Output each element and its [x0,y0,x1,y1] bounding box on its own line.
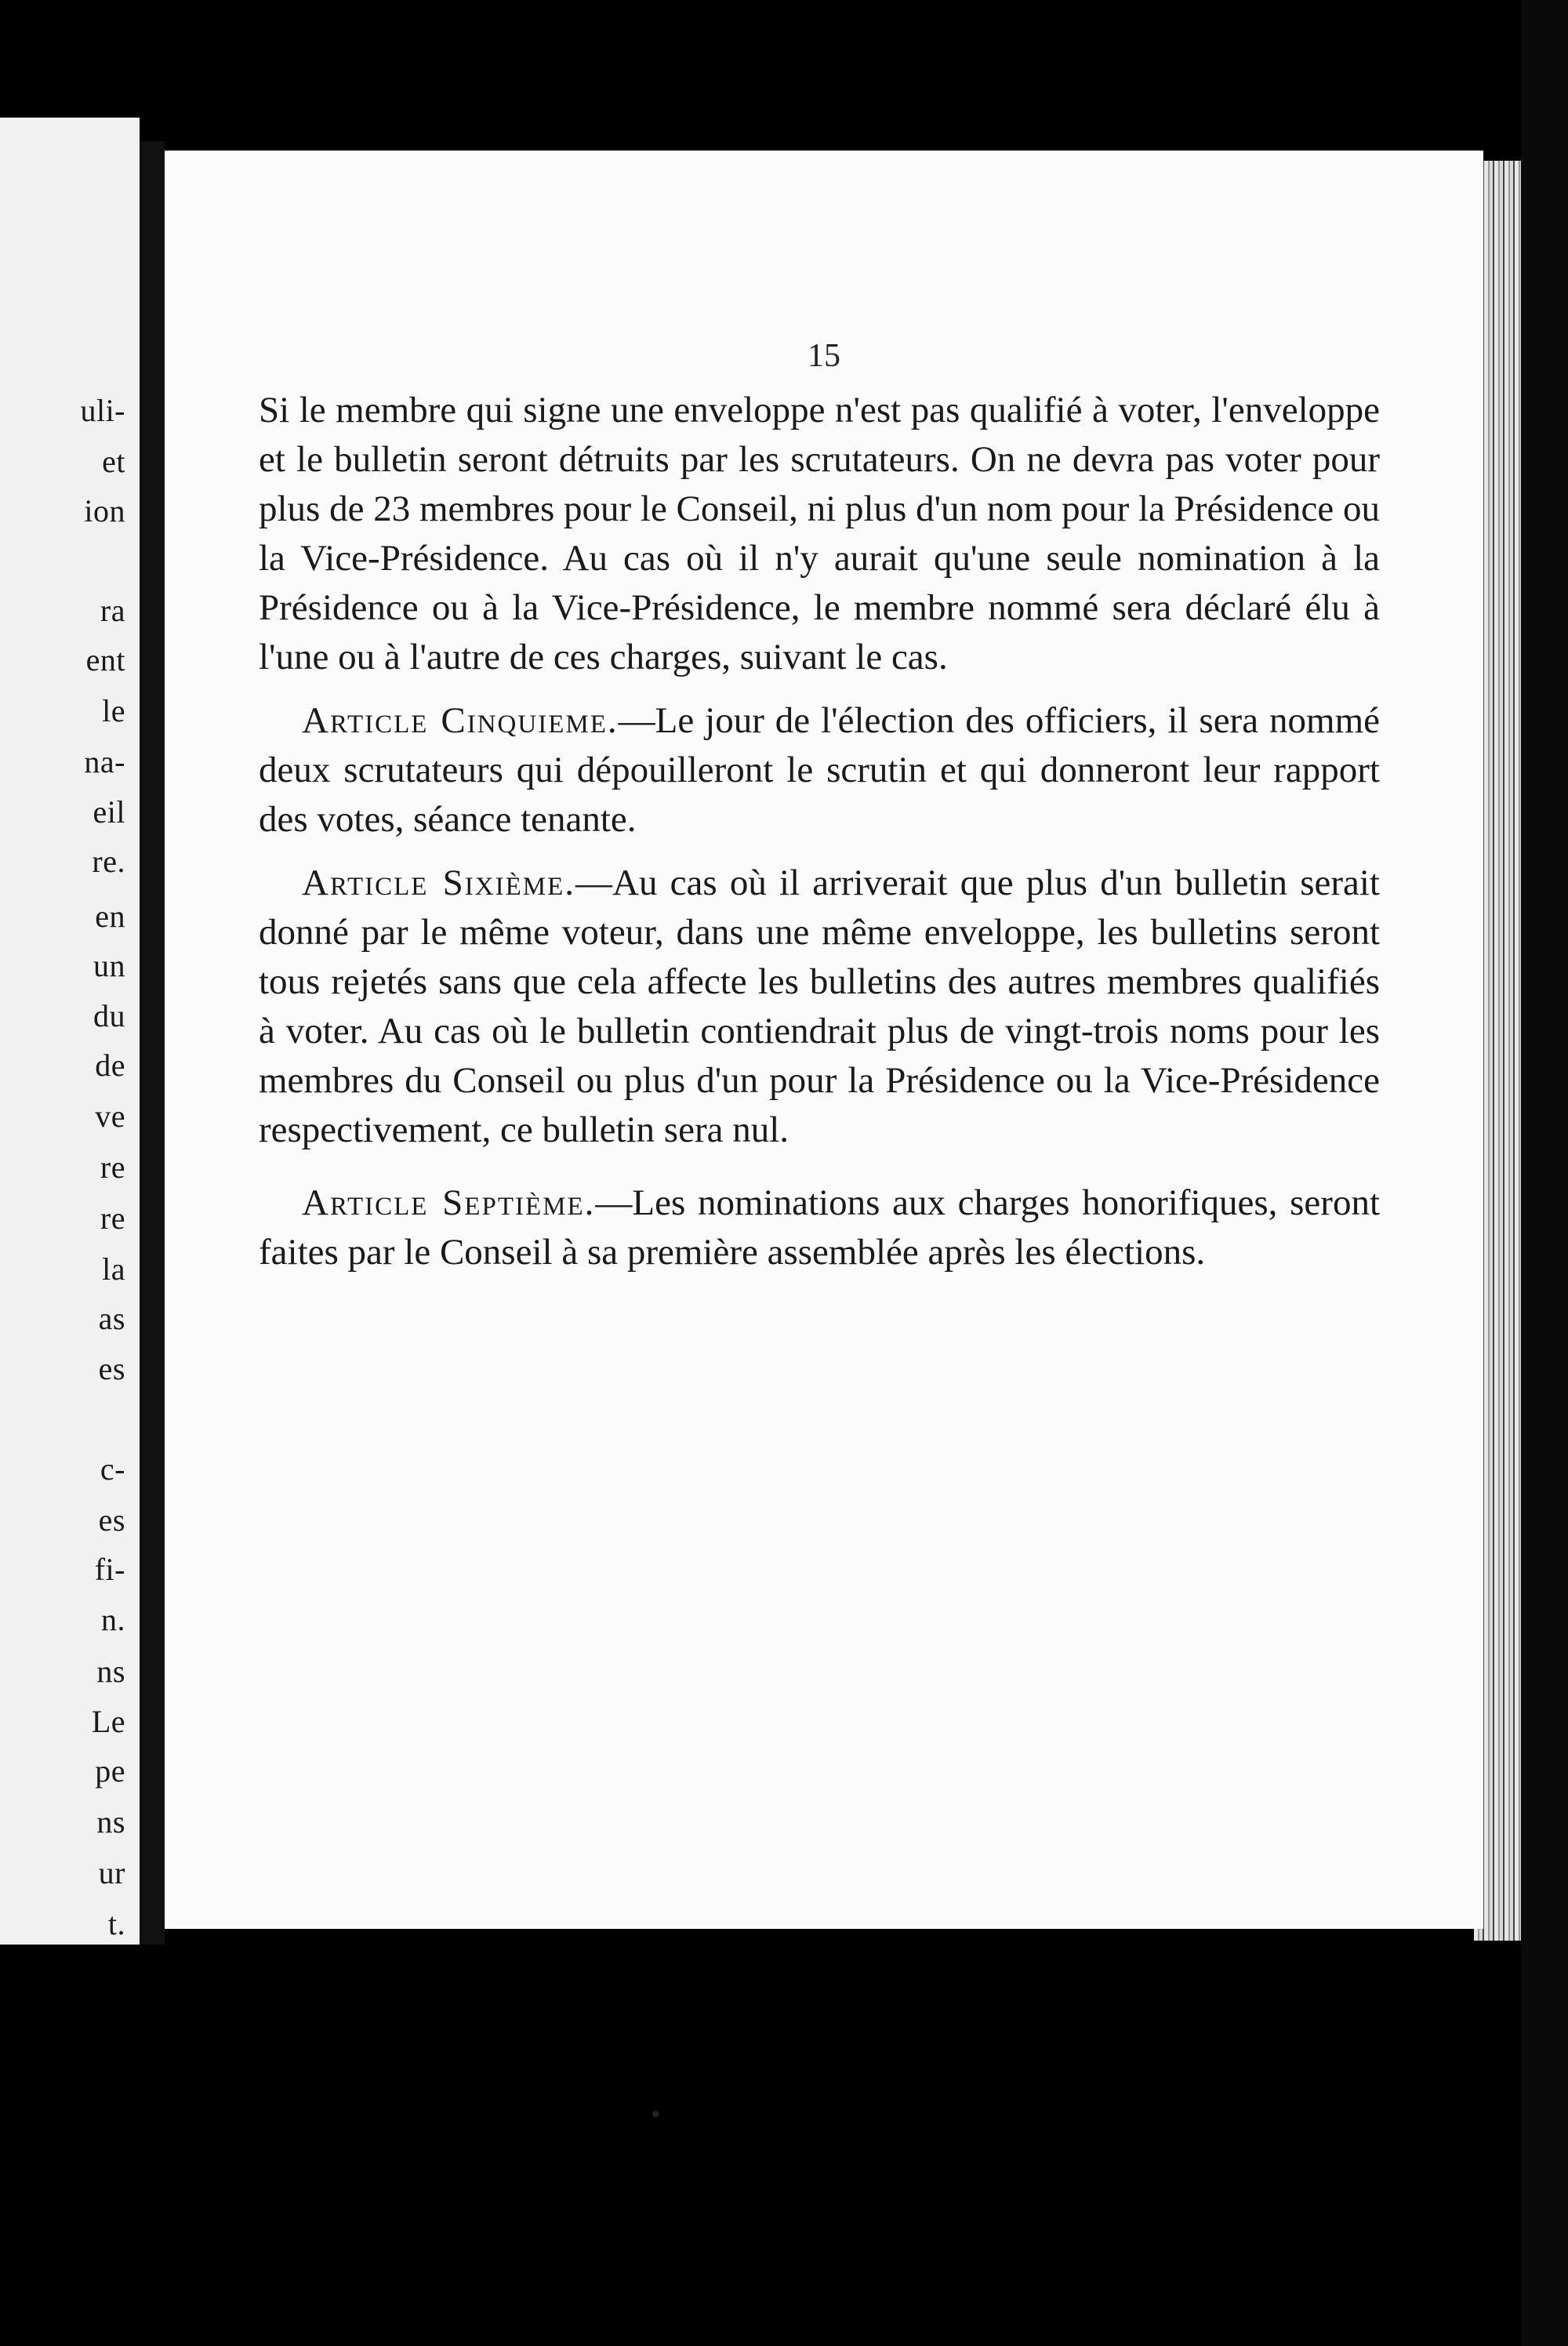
left-page-fragment: et [102,444,125,479]
paragraph-article-5 [259,696,1380,844]
page-number: 15 [808,338,840,374]
background-right [1521,0,1568,2346]
left-page [0,118,140,1945]
article-5-heading: Article Cinquieme. [302,700,619,741]
right-page [165,151,1483,2130]
left-page-fragment: es [98,1351,125,1386]
book-gutter [140,141,165,1945]
left-page-fragment: ns [96,1804,125,1839]
left-page-fragment: de [95,1048,125,1083]
left-page-fragment: ra [100,593,125,628]
left-page-fragment: re [100,1149,125,1185]
left-page-fragment: ent [85,642,125,677]
left-page-fragment: na- [84,744,125,779]
paragraph-article-7 [259,1178,1380,1277]
left-page-fragment: un [93,948,125,983]
page-text [259,386,1380,1291]
left-page-fragment: uli- [80,393,125,428]
left-page-fragment: Le [91,1704,125,1739]
left-page-fragment: fi- [94,1552,125,1587]
left-page-fragment: re. [92,844,125,879]
left-page-fragment: le [102,693,125,728]
left-page-fragment: ion [84,493,125,528]
left-page-fragment: c- [100,1451,125,1487]
left-page-fragment: t. [107,1906,125,1941]
article-7-heading: Article Septième. [302,1182,596,1223]
left-page-fragment: es [98,1502,125,1538]
left-page-fragment: pe [95,1753,125,1789]
left-page-fragment: re [100,1200,125,1236]
left-page-fragment: la [102,1251,125,1287]
left-page-fragment: as [98,1301,125,1336]
paragraph-ballot-rules: Si le membre qui signe une enveloppe n'est pas qualifié à voter, l'enveloppe et le bulletin seront détruits par les scrutateurs. On ne devra pas voter pour plus de 23 membres pour le Conseil, ni plus d'un nom pour la Présidence ou la Vice-Présidence. Au cas où il n'y aurait qu'une seule nomination à la Présidence ou à la Vice-Présidence, le membre nommé sera déclaré élu à l'une ou à l'autre de ces charges, suivant le cas. [259,390,1381,677]
left-page-fragment: ur [98,1855,125,1890]
left-page-fragment: en [95,899,125,934]
left-page-fragment: ns [96,1654,125,1689]
article-7-text: —Les nominations aux charges honorifiques, seront faites par le Conseil à sa première assemblée après les élections. [259,1182,1380,1273]
left-page-fragment: du [93,998,125,1033]
paragraph-article-6 [259,859,1380,1155]
article-6-text: —Au cas où il arriverait que plus d'un bulletin serait donné par le même voteur, dans une même enveloppe, les bulletins seront tous rejetés sans que cela affecte les bulletins des autres membres qualifiés à voter. Au cas où le bulletin contiendrait plus de vingt-trois noms pour les membres du Conseil ou plus d'un pour la Présidence ou la Vice-Présidence respectivement, ce bulletin sera nul. [259,862,1380,1150]
printer-mark: • [651,2098,661,2130]
left-page-fragment: n. [101,1602,125,1637]
left-page-fragment: eil [93,794,125,830]
article-6-heading: Article Sixième. [302,862,575,903]
left-page-fragment: ve [95,1099,125,1134]
article-5-text: —Le jour de l'élection des officiers, il sera nommé deux scrutateurs qui dépouilleront le scrutin et qui donneront leur rapport des votes, séance tenante. [259,700,1380,840]
